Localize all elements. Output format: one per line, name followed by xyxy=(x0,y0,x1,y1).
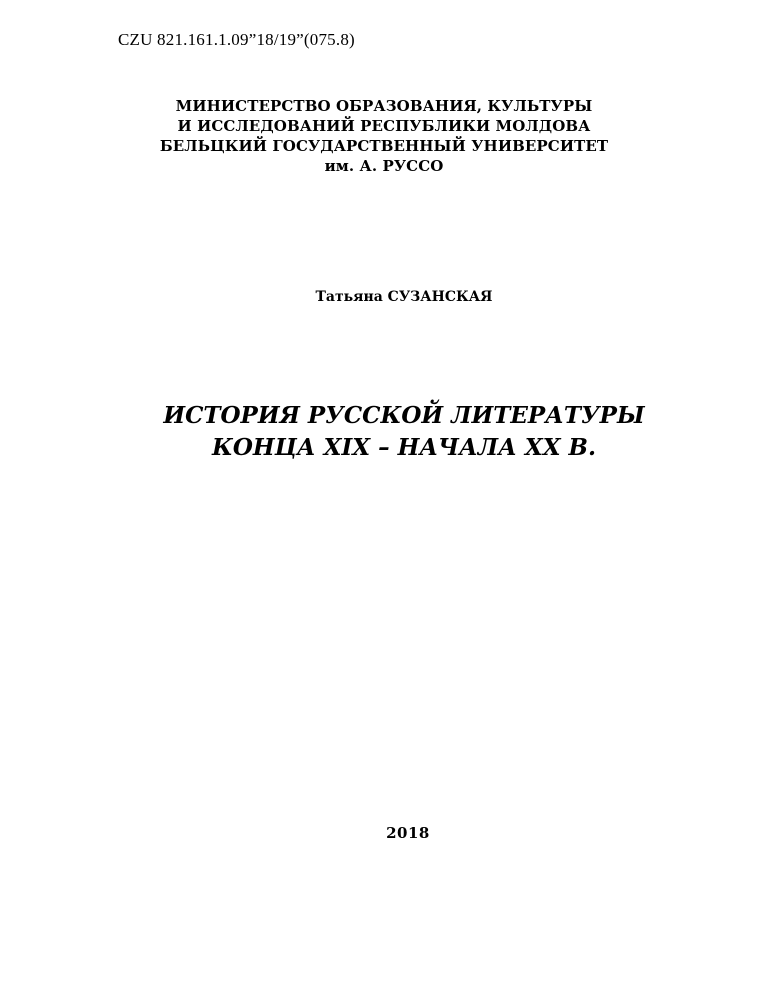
book-title-line-2: КОНЦА XIX – НАЧАЛА XX В. xyxy=(211,434,597,461)
publication-year: 2018 xyxy=(386,824,430,842)
institution-block xyxy=(0,96,768,176)
udc-code: CZU 821.161.1.09”18/19”(075.8) xyxy=(118,30,355,49)
institution-line-research: И ИССЛЕДОВАНИЙ РЕСПУБЛИКИ МОЛДОВА xyxy=(177,117,591,135)
book-title xyxy=(0,400,768,464)
institution-line-university: БЕЛЬЦКИЙ ГОСУДАРСТВЕННЫЙ УНИВЕРСИТЕТ xyxy=(159,137,609,155)
institution-line-ministry: МИНИСТЕРСТВО ОБРАЗОВАНИЯ, КУЛЬТУРЫ xyxy=(175,97,593,115)
institution-line-named-after: им. А. РУССО xyxy=(324,157,444,175)
author-name: Татьяна СУЗАНСКАЯ xyxy=(315,289,493,305)
book-title-line-1: ИСТОРИЯ РУССКОЙ ЛИТЕРАТУРЫ xyxy=(163,402,645,429)
